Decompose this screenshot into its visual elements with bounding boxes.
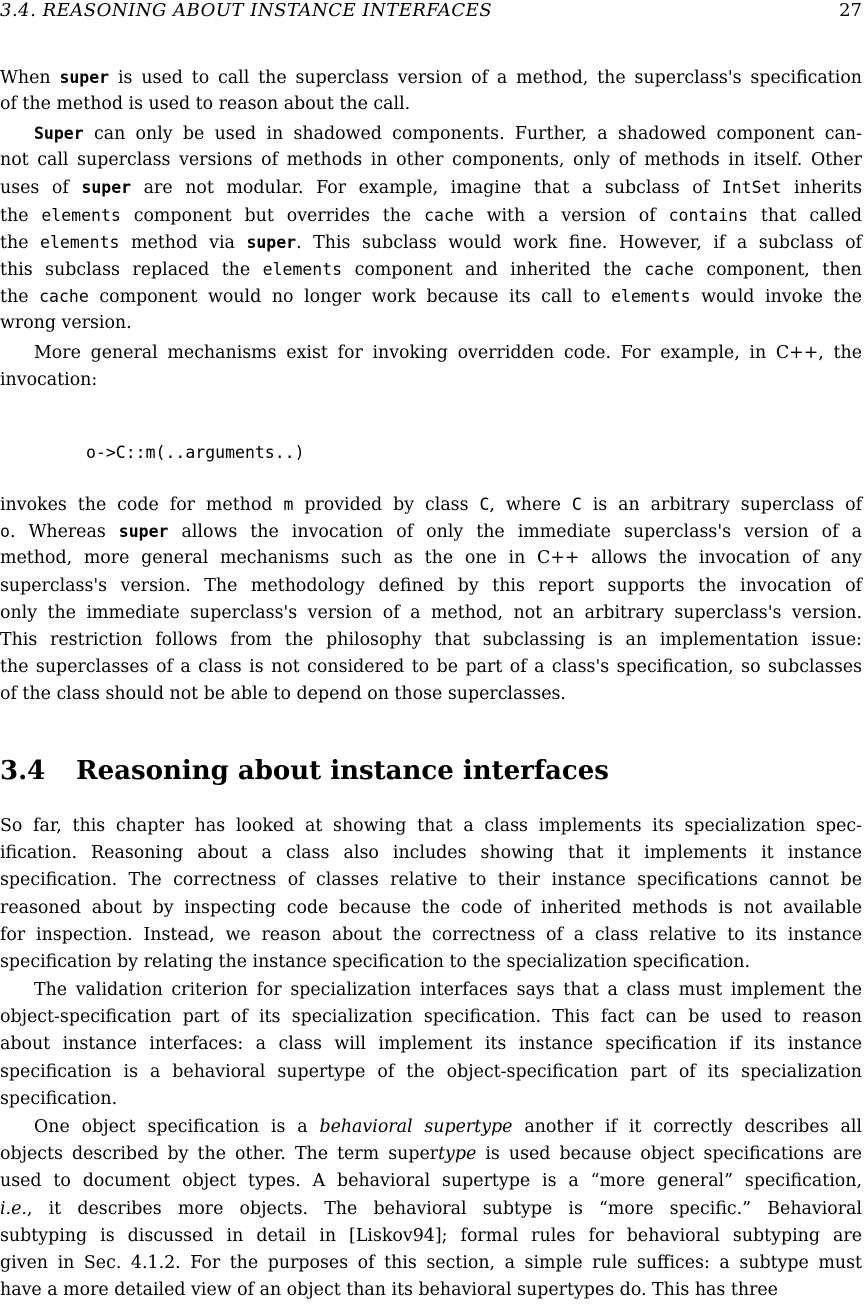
text-run: invocation: [0,370,98,391]
keyword: super [81,178,132,198]
paragraph-super-spec [0,64,862,118]
paragraph-invocation [0,491,862,709]
text-run: given in Sec. 4.1.2. For the purposes of this section, a simple rule suffices: a subtype must [0,1252,862,1273]
text-run: superclass's version. The methodology defined by this report supports the invocation of [0,575,862,596]
code-term: cache [39,287,89,307]
text-run: not call superclass versions of methods in other components, only of methods in itself. Other [0,150,862,171]
text-line [0,120,862,147]
text-run: the [0,205,42,226]
text-run: object-specification part of its specialization specification. This fact can be used to reason [0,1007,862,1028]
text-run: uses of [0,178,82,199]
text-line [0,573,862,600]
text-line [0,1141,862,1168]
section-heading [0,755,862,787]
text-run: The validation criterion for specialization interfaces says that a class must implement the [34,980,862,1000]
paragraph-validation-criterion [0,977,862,1113]
text-line [0,840,862,867]
code-term: C [571,495,582,514]
text-line [0,310,862,337]
text-run: of the class should not be able to depend on those superclasses. [0,684,566,705]
text-run: When [0,68,60,88]
text-run: component but overrides the [120,205,425,226]
keyword: super [246,232,297,252]
section-title: Reasoning about instance interfaces [76,756,609,786]
text-line [0,518,862,545]
code-term: cache [644,259,694,279]
text-run: the [0,287,40,308]
text-run: This restriction follows from the philosophy that subclassing is an implementation issue: [0,629,862,650]
text-run: used to document object types. A behavioral supertype is a “more general” specification, [0,1171,862,1192]
text-line [0,895,862,922]
code-term: cache [424,205,474,225]
text-run: the [0,232,41,253]
text-run: method, more general mechanisms such as the one in C++ allows the invocation of any [0,548,862,569]
text-line [0,977,862,1004]
text-line [0,147,862,174]
code-term: m [283,495,294,514]
code-term: elements [611,287,691,307]
text-line [0,949,862,976]
code-term: elements [40,232,120,252]
text-line [0,600,862,627]
code-term: IntSet [721,178,782,198]
text-line [0,1168,862,1195]
text-line [0,1223,862,1250]
text-run: More general mechanisms exist for invoking overridden code. For example, in C++, the [34,343,862,363]
text-line [0,283,862,310]
text-run: only the immediate superclass's version of a method, not an arbitrary superclass's version. [0,602,862,623]
text-run: reasoned about by inspecting code because the code of inherited methods is not available [0,897,862,918]
text-run: ification. Reasoning about a class also includes showing that it implements it instance [0,843,862,864]
text-run: component, then [693,259,862,280]
code-term: C [479,495,490,514]
text-line [0,627,862,654]
text-line [0,1059,862,1086]
paragraph-so-far [0,813,862,976]
code-example: o->C::m(..arguments..) [86,443,305,462]
page-number: 27 [839,0,862,21]
keyword: super [118,522,169,542]
text-run: . This subclass would work fine. However, if a subclass of [296,232,862,253]
code-term: elements [41,205,121,225]
text-run: specification is a behavioral supertype of the object-specification part of its specialization [0,1061,862,1082]
text-run: inherits [781,178,862,199]
text-line [0,174,862,201]
text-run: One object specification is a [34,1117,320,1137]
text-run: provided by class [293,495,480,515]
text-line [0,813,862,840]
text-run: specification by relating the instance specification to the specialization specification. [0,951,750,972]
text-run: is used to call the superclass version of a method, the superclass's specification [109,68,862,88]
emphasis: i.e. [0,1198,27,1219]
code-term: contains [668,205,749,225]
text-run: specification. The correctness of classes relative to their instance specifications cannot be [0,870,862,891]
text-run: So far, this chapter has looked at showing that a class implements its specialization spec- [0,816,862,836]
text-run: have a more detailed view of an object than its behavioral supertypes do. This has three [0,1280,778,1301]
text-line [0,91,862,118]
keyword: Super [34,124,84,143]
text-line [0,202,862,229]
text-run: component and inherited the [342,259,645,280]
text-run: method via [119,232,247,253]
text-run: allows the invocation of only the immediate superclass's version of a [168,522,862,543]
text-run: subtyping is discussed in detail in [Liskov94]; formal rules for behavioral subtyping are [0,1225,862,1246]
code-term: elements [262,259,343,279]
text-line [0,545,862,572]
text-run: another if it correctly describes all [512,1117,862,1137]
text-line [0,1196,862,1223]
text-run: invokes the code for method [0,495,284,515]
text-line [0,867,862,894]
text-line [0,1250,862,1277]
running-header [0,0,862,24]
text-run: component would no longer work because its call to [88,287,612,308]
text-line [0,1114,862,1141]
paragraph-general-mechanisms [0,340,862,394]
text-run: about instance interfaces: a class will implement its instance specification if its instance [0,1034,862,1055]
emphasis: type [438,1144,477,1165]
text-line [0,256,862,283]
text-run: objects described by the other. The term super [0,1144,439,1165]
text-line [0,340,862,367]
paragraph-super-shadowed [0,120,862,338]
text-run: of the method is used to reason about the call. [0,94,411,115]
text-run: . Whereas [9,522,119,543]
text-line [0,654,862,681]
text-run: with a version of [473,205,669,226]
text-run: for inspection. Instead, we reason about the correctness of a class relative to its instance [0,924,862,945]
text-run: specification. [0,1088,118,1109]
running-header-title: 3.4. REASONING ABOUT INSTANCE INTERFACES [0,0,493,21]
paragraph-behavioral-supertype [0,1114,862,1304]
text-run: this subclass replaced the [0,259,263,280]
text-run: would invoke the [690,287,862,308]
text-run: that called [748,205,862,226]
text-line [0,64,862,91]
text-line [0,681,862,708]
text-run: is used because object specifications are [476,1144,862,1165]
text-line [0,922,862,949]
text-run: , where [489,495,572,515]
text-run: the superclasses of a class is not considered to be part of a class's specification, so subclasses [0,657,862,678]
emphasis: behavioral supertype [319,1117,513,1137]
text-run: can only be used in shadowed components. Further, a shadowed component can- [83,124,862,144]
text-run: is an arbitrary superclass of [581,495,863,515]
code-term: o [0,522,10,542]
text-line [0,229,862,256]
section-number: 3.4 [0,756,46,786]
text-line [0,1031,862,1058]
text-line [0,1004,862,1031]
text-line [0,1086,862,1113]
text-run: wrong version. [0,313,132,334]
text-line [0,367,862,394]
keyword: super [59,68,110,87]
text-run: are not modular. For example, imagine that a subclass of [131,178,722,199]
text-run: , it describes more objects. The behavioral subtype is “more specific.” Behavioral [26,1198,862,1219]
text-line [0,491,862,518]
